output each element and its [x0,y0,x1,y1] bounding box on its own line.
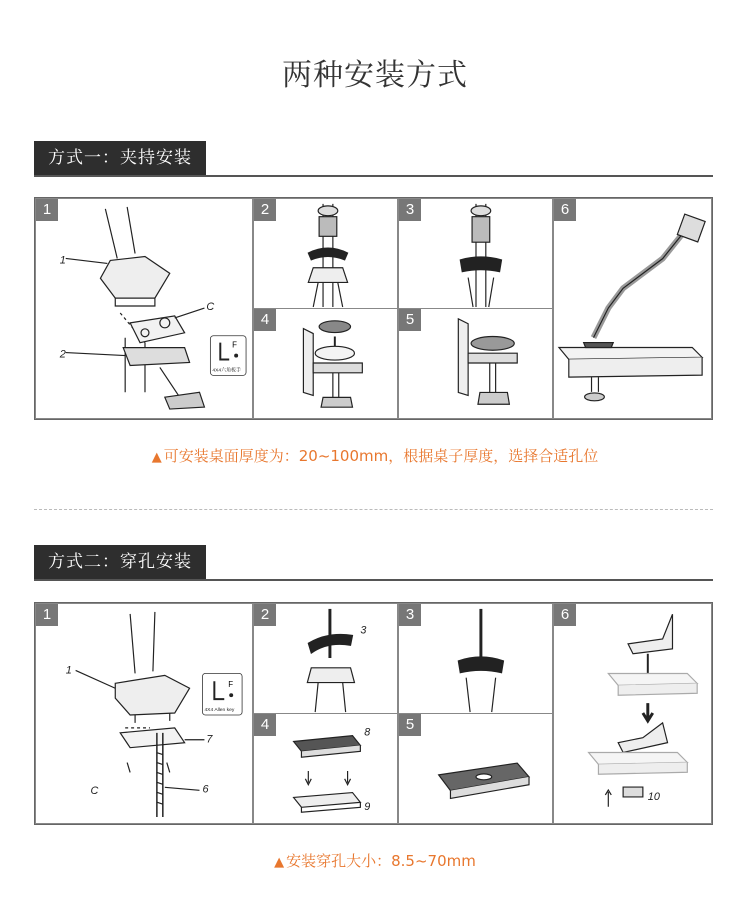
clamp-exploded-illustration [36,199,252,418]
s2-step4-panel [253,713,398,824]
section1-label: 方式一：夹持安装 [34,141,206,175]
s1-key-letter: F [232,340,238,350]
s1-step6-panel [553,198,712,419]
s2-step3-panel [398,603,553,714]
s2-step1-panel [35,603,253,824]
s2-step2-number: 2 [254,604,276,626]
section-divider [34,509,713,510]
s2-step4-number: 4 [254,714,276,736]
clamp-step3-illustration [399,199,552,308]
clamp-step5-illustration [399,309,552,418]
s1-step3-number: 3 [399,199,421,221]
s2-step1-number: 1 [36,604,58,626]
s1-step6-number: 6 [554,199,576,221]
s1-step4-number: 4 [254,309,276,331]
s2-callout-1: 1 [65,664,72,677]
s2-callout-3: 3 [360,624,367,637]
s1-callout-2: 2 [59,348,66,361]
section1-grid [34,197,713,420]
s1-step4-panel [253,308,398,419]
section2-label: 方式二：穿孔安装 [34,545,206,579]
s2-callout-c: C [90,785,99,798]
grommet-exploded-illustration [36,604,252,823]
s2-callout-8: 8 [364,726,371,739]
section1-rule [34,175,713,177]
s2-callout-10: 10 [647,790,660,803]
s2-step5-number: 5 [399,714,421,736]
s2-callout-9: 9 [364,801,371,814]
grommet-step5-illustration [399,714,552,823]
s2-step2-panel [253,603,398,714]
section2-rule [34,579,713,581]
s2-callout-7: 7 [206,733,213,746]
grommet-step3-illustration [399,604,552,713]
s2-step6-number: 6 [554,604,576,626]
s2-key-letter: F [228,680,234,690]
s2-step5-panel [398,713,553,824]
page-title: 两种安装方式 [282,58,468,93]
warning-triangle-icon: ▲ [274,855,285,870]
s1-step5-number: 5 [399,309,421,331]
s2-key-text: 4X4 Allen key [204,708,235,714]
warning-triangle-icon: ▲ [151,450,162,465]
s2-step3-number: 3 [399,604,421,626]
s1-step1-panel [35,198,253,419]
s1-step2-panel [253,198,398,309]
s1-note-text: 可安装桌面厚度为：20~100mm，根据桌子厚度，选择合适孔位 [163,447,599,465]
s1-step1-number: 1 [36,199,58,221]
s2-step6-panel [553,603,712,824]
s2-note [0,850,750,871]
s1-step2-number: 2 [254,199,276,221]
s1-callout-1: 1 [59,254,66,267]
s2-note-text: 安装穿孔大小：8.5~70mm [286,852,476,870]
s1-step5-panel [398,308,553,419]
s1-step3-panel [398,198,553,309]
monitor-arm-mounted-illustration [554,199,711,418]
s1-callout-c: C [206,300,215,313]
s1-key-text: 4X4六角板手 [212,368,241,374]
grommet-step6-illustration [554,604,711,823]
s1-note [0,445,750,466]
section2-grid [34,602,713,825]
s2-callout-6: 6 [202,783,209,796]
